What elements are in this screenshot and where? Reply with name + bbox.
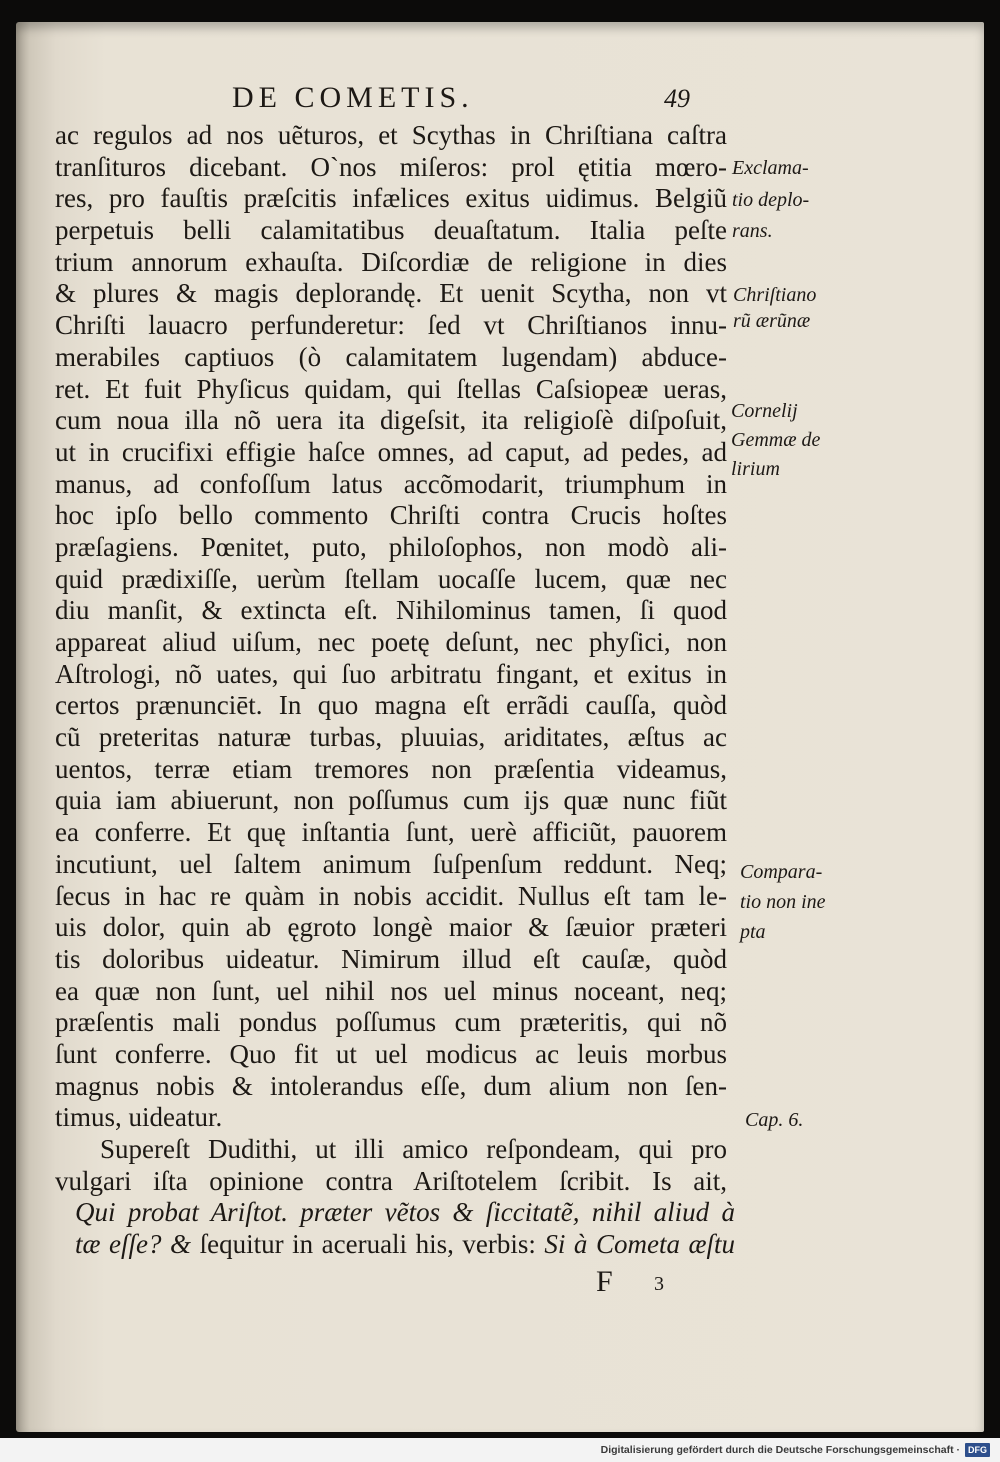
marginal-note-caput: Cap. 6. bbox=[745, 1109, 804, 1131]
body-text-line: & plures & magis deplorandę. Et uenit Scytha, non vt bbox=[55, 278, 727, 309]
marginal-note-line: Exclama- bbox=[732, 157, 809, 179]
body-text bbox=[55, 120, 735, 1261]
body-text-line: perpetuis belli calamitatibus deuaſtatum. Italia peſte bbox=[55, 215, 727, 246]
body-text-line: ea conferre. Et quę inſtantia ſunt, uerè afficiũt, pauorem bbox=[55, 817, 727, 848]
marginal-note-line: lirium bbox=[731, 458, 780, 480]
body-text-line: certos prænunciēt. In quo magna eſt errãdi cauſſa, quòd bbox=[55, 690, 727, 721]
marginal-note-line: pta bbox=[740, 921, 766, 943]
marginal-note-cornelij bbox=[731, 397, 820, 484]
marginal-note-line: tio non ine bbox=[740, 891, 826, 913]
body-text-line: uentos, terræ etiam tremores non præſentia videamus, bbox=[55, 753, 727, 784]
marginal-note-line: Compara- bbox=[740, 861, 823, 883]
body-text-line: vulgari iſta opinione contra Ariſtotelem ſcribit. Is ait, bbox=[55, 1165, 727, 1196]
body-text-line: Chriſti lauacro perfunderetur: ſed vt Chriſtianos innu- bbox=[55, 310, 727, 341]
marginal-note-line: rũ ærũnæ bbox=[733, 310, 811, 332]
body-text-line bbox=[55, 1229, 735, 1261]
body-text-line: quia iam abiuerunt, non poſſumus cum ijs quæ nunc fiũt bbox=[55, 785, 727, 816]
body-text-line: ac regulos ad nos uẽturos, et Scythas in Chriſtiana caſtra bbox=[55, 120, 727, 150]
body-text-line: cum noua illa nõ uera ita digeſsit, ita religioſè diſpoſuit, bbox=[55, 405, 727, 436]
quotation-line: Qui probat Ariſtot. præter vẽtos & ſiccitatẽ, nihil aliud à bbox=[75, 1197, 735, 1228]
body-text-line: Supereſt Dudithi, ut illi amico reſpondeam, qui pro bbox=[100, 1134, 727, 1164]
signature-mark-letter: F bbox=[596, 1265, 613, 1298]
body-text-line: appareat aliud uiſum, nec poetę deſunt, nec phyſici, non bbox=[55, 627, 727, 657]
body-text-line: ut in crucifixi effigie haſce omnes, ad caput, ad pedes, ad bbox=[55, 436, 727, 467]
body-text-line: ea quæ non ſunt, uel nihil nos uel minus noceant, neq; bbox=[55, 975, 727, 1006]
body-text-line: magnus nobis & intolerandus eſſe, dum alium non ſen- bbox=[55, 1070, 727, 1101]
body-text-line: timus, uideatur. bbox=[55, 1102, 223, 1133]
digitization-footer bbox=[0, 1438, 1000, 1462]
body-text-fragment: ſequitur in aceruali his, verbis: bbox=[199, 1229, 545, 1260]
signature-mark-number: 3 bbox=[654, 1273, 664, 1295]
marginal-note-line: Gemmæ de bbox=[731, 429, 821, 451]
body-text-line: uis dolor, quin ab ęgroto longè maior & ſæuior præteri bbox=[55, 912, 727, 943]
running-title: DE COMETIS. bbox=[232, 81, 474, 114]
body-text-line: præſentis mali pondus poſſumus cum præteritis, qui nõ bbox=[55, 1007, 727, 1038]
dfg-logo: DFG bbox=[965, 1443, 990, 1457]
marginal-note-line: Chriſtiano bbox=[733, 284, 817, 306]
body-text-line: incutiunt, uel ſaltem animum ſuſpenſum reddunt. Neq; bbox=[55, 848, 727, 879]
marginal-note-line: tio deplo- bbox=[732, 188, 810, 211]
body-text-line: ret. Et fuit Phyſicus quidam, qui ſtellas Caſsiopeæ ueras, bbox=[55, 373, 727, 404]
body-text-line: Aſtrologi, nõ uates, qui ſuo arbitratu fingant, et exitus in bbox=[55, 658, 727, 689]
body-text-line: hoc ipſo bello commento Chriſti contra Crucis hoſtes bbox=[55, 500, 727, 531]
body-text-line: cũ preteritas naturæ turbas, pluuias, ariditates, æſtus ac bbox=[55, 722, 727, 753]
marginal-note-exclamatio bbox=[732, 153, 809, 248]
body-text-line: ſunt conferre. Quo fit ut uel modicus ac leuis morbus bbox=[55, 1038, 727, 1069]
body-text-line: ſecus in hac re quàm in nobis accidit. Nullus eſt tam le- bbox=[55, 880, 727, 911]
body-text-line: trium annorum exhauſta. Diſcordiæ de religione in dies bbox=[55, 246, 727, 277]
marginal-note-comparatio bbox=[740, 857, 826, 947]
body-text-line: diu manſit, & extincta eſt. Nihilominus tamen, ſi quod bbox=[55, 595, 727, 626]
body-text-line: manus, ad confoſſum latus accõmodarit, triumphum in bbox=[55, 468, 727, 499]
marginal-note-line: Cornelij bbox=[731, 400, 798, 422]
body-text-line: tis doloribus uideatur. Nimirum illud eſt cauſæ, quòd bbox=[55, 943, 727, 974]
marginal-note-christianorum bbox=[733, 282, 816, 334]
body-text-line: merabiles captiuos (ò calamitatem lugendam) abduce- bbox=[55, 341, 727, 372]
body-text-line: præſagiens. Pœnitet, puto, philoſophos, non modò ali- bbox=[55, 531, 727, 562]
quotation-fragment: Si à Cometa æſtu bbox=[544, 1229, 735, 1260]
body-text-line: tranſituros dicebant. O`nos miſeros: prol ętitia mœro- bbox=[55, 151, 727, 182]
body-text-line: res, pro fauſtis præſcitis infælices exitus uidimus. Belgiũ bbox=[55, 183, 727, 214]
digitization-credit: Digitalisierung gefördert durch die Deutsche Forschungsgemeinschaft · bbox=[600, 1444, 960, 1456]
body-text-line: quid prædixiſſe, uerùm ſtellam uocaſſe lucem, quæ nec bbox=[55, 563, 727, 594]
quotation-fragment: tæ eſſe? & bbox=[75, 1229, 200, 1260]
page-number: 49 bbox=[664, 84, 690, 113]
marginal-note-line: rans. bbox=[732, 220, 773, 242]
